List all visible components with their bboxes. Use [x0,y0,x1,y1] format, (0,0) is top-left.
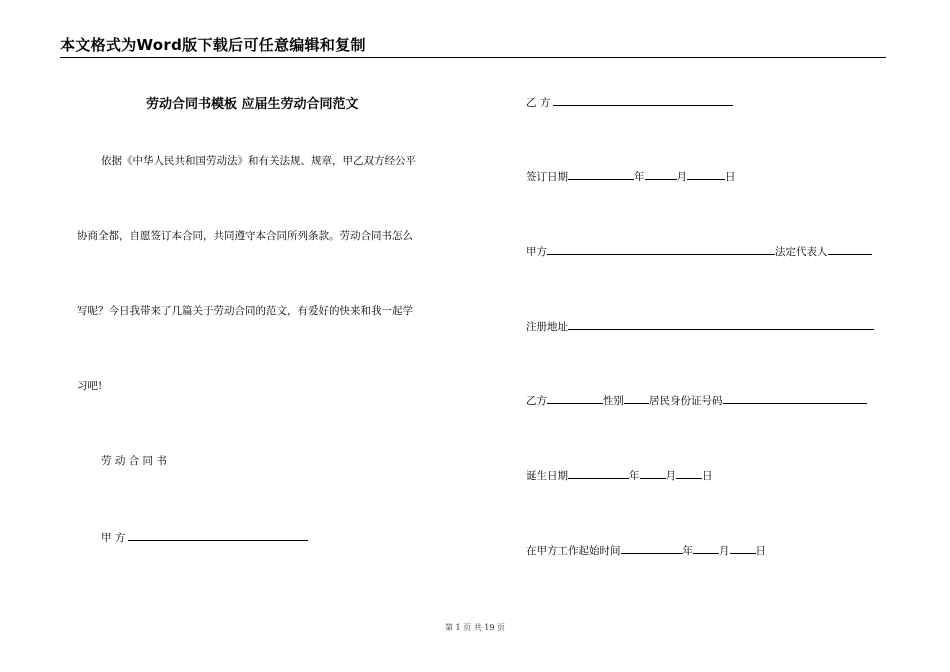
party-a-right-label: 甲方 [526,246,547,258]
day-label: 日 [725,171,736,183]
birth-month-blank[interactable] [640,467,666,479]
paragraph-line-2: 协商全都，自愿签订本合同，共同遵守本合同所列条款。劳动合同书怎么 [77,230,413,242]
start-year-blank[interactable] [621,542,683,554]
start-time-line [526,542,766,558]
party-a-label: 甲 方 [101,532,126,544]
start-time-label: 在甲方工作起始时间 [526,545,621,557]
birth-day-blank[interactable] [676,467,702,479]
reg-address-line [526,318,874,334]
start-month-blank[interactable] [693,542,719,554]
party-a-line [101,529,308,545]
contract-heading: 劳 动 合 同 书 [101,455,167,467]
party-b-label: 乙 方 [526,97,551,109]
reg-address-label: 注册地址 [526,321,568,333]
month-label: 月 [676,171,687,183]
legal-rep-blank[interactable] [828,243,872,255]
party-b2-label: 乙方 [526,395,547,407]
start-day-label: 日 [755,545,766,557]
birth-year-blank[interactable] [568,467,629,479]
party-b-blank[interactable] [553,94,733,106]
birth-date-label: 诞生日期 [526,470,568,482]
reg-address-blank[interactable] [568,318,874,330]
sign-day-blank[interactable] [687,168,725,180]
id-blank[interactable] [723,392,867,404]
party-b2-blank[interactable] [547,392,603,404]
party-a-blank[interactable] [128,529,308,541]
sign-month-blank[interactable] [645,168,677,180]
paragraph-line-3: 写呢？今日我带来了几篇关于劳动合同的范文，有爱好的快来和我一起学 [77,305,413,317]
year-label: 年 [634,171,645,183]
sign-year-blank[interactable] [568,168,634,180]
start-year-label: 年 [682,545,693,557]
document-header: 本文格式为Word版下载后可任意编辑和复制 [60,34,886,58]
paragraph-line-4: 习吧! [77,380,103,392]
party-b-info-line [526,392,867,408]
sign-date-line [526,168,736,184]
birth-year-label: 年 [629,470,640,482]
gender-blank[interactable] [624,392,649,404]
paragraph-line-1: 依据《中华人民共和国劳动法》和有关法规、规章，甲乙双方经公平 [101,155,416,167]
gender-label: 性别 [603,395,624,407]
id-label: 居民身份证号码 [649,395,723,407]
sign-date-label: 签订日期 [526,171,568,183]
start-month-label: 月 [719,545,730,557]
party-a-right-blank[interactable] [547,243,775,255]
document-title: 劳动合同书模板 应届生劳动合同范文 [146,97,359,112]
party-b-line [526,94,733,110]
party-a-right-line [526,243,872,259]
birth-date-line [526,467,713,483]
birth-month-label: 月 [665,470,676,482]
legal-rep-label: 法定代表人 [775,246,828,258]
page-footer: 第 1 页 共 19 页 [445,623,505,632]
start-day-blank[interactable] [730,542,756,554]
birth-day-label: 日 [702,470,713,482]
